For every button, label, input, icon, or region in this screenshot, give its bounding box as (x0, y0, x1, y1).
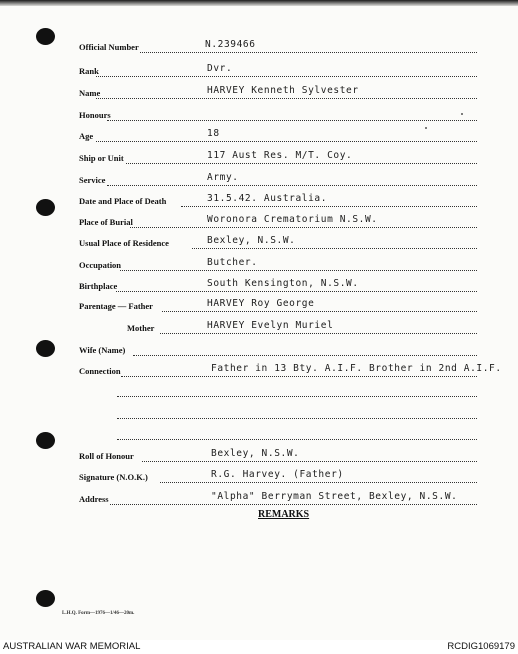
dotted-line (181, 206, 477, 207)
birthplace-row (0, 279, 518, 293)
address-label: Address (79, 494, 109, 504)
dotted-line (162, 311, 477, 312)
signature-row (0, 470, 518, 484)
birthplace-label: Birthplace (79, 281, 118, 291)
ship-or-unit-label: Ship or Unit (79, 153, 124, 163)
dotted-line (160, 482, 477, 483)
official-number-value: N.239466 (205, 39, 256, 50)
dotted-line (96, 98, 477, 99)
connection-row (0, 364, 518, 378)
usual-residence-label: Usual Place of Residence (79, 238, 169, 248)
address-row (0, 492, 518, 506)
date-place-death-row (0, 194, 518, 208)
dotted-line (160, 333, 477, 334)
address-value: "Alpha" Berryman Street, Bexley, N.S.W. (211, 491, 458, 502)
age-label: Age (79, 131, 94, 141)
roll-of-honour-row (0, 449, 518, 463)
connection-continuation-row (0, 384, 518, 398)
connection-continuation-row (0, 406, 518, 420)
mother-label: Mother (127, 323, 155, 333)
wife-row (0, 343, 518, 357)
dotted-line (117, 396, 477, 397)
dotted-line (117, 418, 477, 419)
wife-label: Wife (Name) (79, 345, 126, 355)
roll-of-honour-label: Roll of Honour (79, 451, 134, 461)
place-of-burial-label: Place of Burial (79, 217, 133, 227)
usual-residence-value: Bexley, N.S.W. (207, 235, 296, 246)
dotted-line (126, 163, 477, 164)
rank-value: Dvr. (207, 63, 233, 74)
scan-top-edge (0, 0, 518, 6)
signature-label: Signature (N.O.K.) (79, 472, 148, 482)
date-place-death-value: 31.5.42. Australia. (207, 193, 328, 204)
punch-hole (36, 590, 55, 607)
mother-row (0, 321, 518, 335)
roll-of-honour-value: Bexley, N.S.W. (211, 448, 300, 459)
honours-row (0, 108, 518, 122)
dotted-line (116, 291, 477, 292)
service-label: Service (79, 175, 106, 185)
usual-residence-row (0, 236, 518, 250)
connection-value: Father in 13 Bty. A.I.F. Brother in 2nd A.I.F. (211, 363, 502, 374)
date-place-death-label: Date and Place of Death (79, 196, 167, 206)
remarks-heading: REMARKS (258, 509, 310, 520)
dotted-line (96, 141, 477, 142)
dotted-line (192, 248, 477, 249)
father-label: Parentage — Father (79, 301, 153, 311)
connection-label: Connection (79, 366, 121, 376)
ship-or-unit-row (0, 151, 518, 165)
record-id: RCDIG1069179 (447, 641, 515, 652)
name-label: Name (79, 88, 101, 98)
dotted-line (117, 439, 477, 440)
dotted-line (96, 76, 477, 77)
honours-label: Honours (79, 110, 111, 120)
father-row (0, 299, 518, 313)
name-value: HARVEY Kenneth Sylvester (207, 85, 359, 96)
occupation-row (0, 258, 518, 272)
connection-continuation-row (0, 427, 518, 441)
dotted-line (107, 185, 477, 186)
place-of-burial-row (0, 215, 518, 229)
dotted-line (133, 355, 477, 356)
occupation-label: Occupation (79, 260, 122, 270)
birthplace-value: South Kensington, N.S.W. (207, 278, 359, 289)
archive-footer (0, 640, 518, 654)
rank-row (0, 64, 518, 78)
age-row (0, 129, 518, 143)
dotted-line (130, 227, 477, 228)
name-row (0, 86, 518, 100)
dotted-line (107, 120, 477, 121)
mother-value: HARVEY Evelyn Muriel (207, 320, 334, 331)
signature-value: R.G. Harvey. (Father) (211, 469, 344, 480)
ship-or-unit-value: 117 Aust Res. M/T. Coy. (207, 150, 353, 161)
dotted-line (142, 461, 477, 462)
service-row (0, 173, 518, 187)
dotted-line (110, 504, 477, 505)
official-number-label: Official Number (79, 42, 139, 52)
dotted-line (121, 376, 477, 377)
age-value: 18 (207, 128, 220, 139)
father-value: HARVEY Roy George (207, 298, 315, 309)
official-number-row (0, 40, 518, 54)
service-value: Army. (207, 172, 239, 183)
form-print-code: L.H.Q. Form—1976—1/46—20m. (62, 611, 135, 616)
occupation-value: Butcher. (207, 257, 258, 268)
rank-label: Rank (79, 66, 99, 76)
place-of-burial-value: Woronora Crematorium N.S.W. (207, 214, 378, 225)
dotted-line (140, 52, 477, 53)
dotted-line (120, 270, 477, 271)
archive-name: AUSTRALIAN WAR MEMORIAL (3, 641, 141, 652)
